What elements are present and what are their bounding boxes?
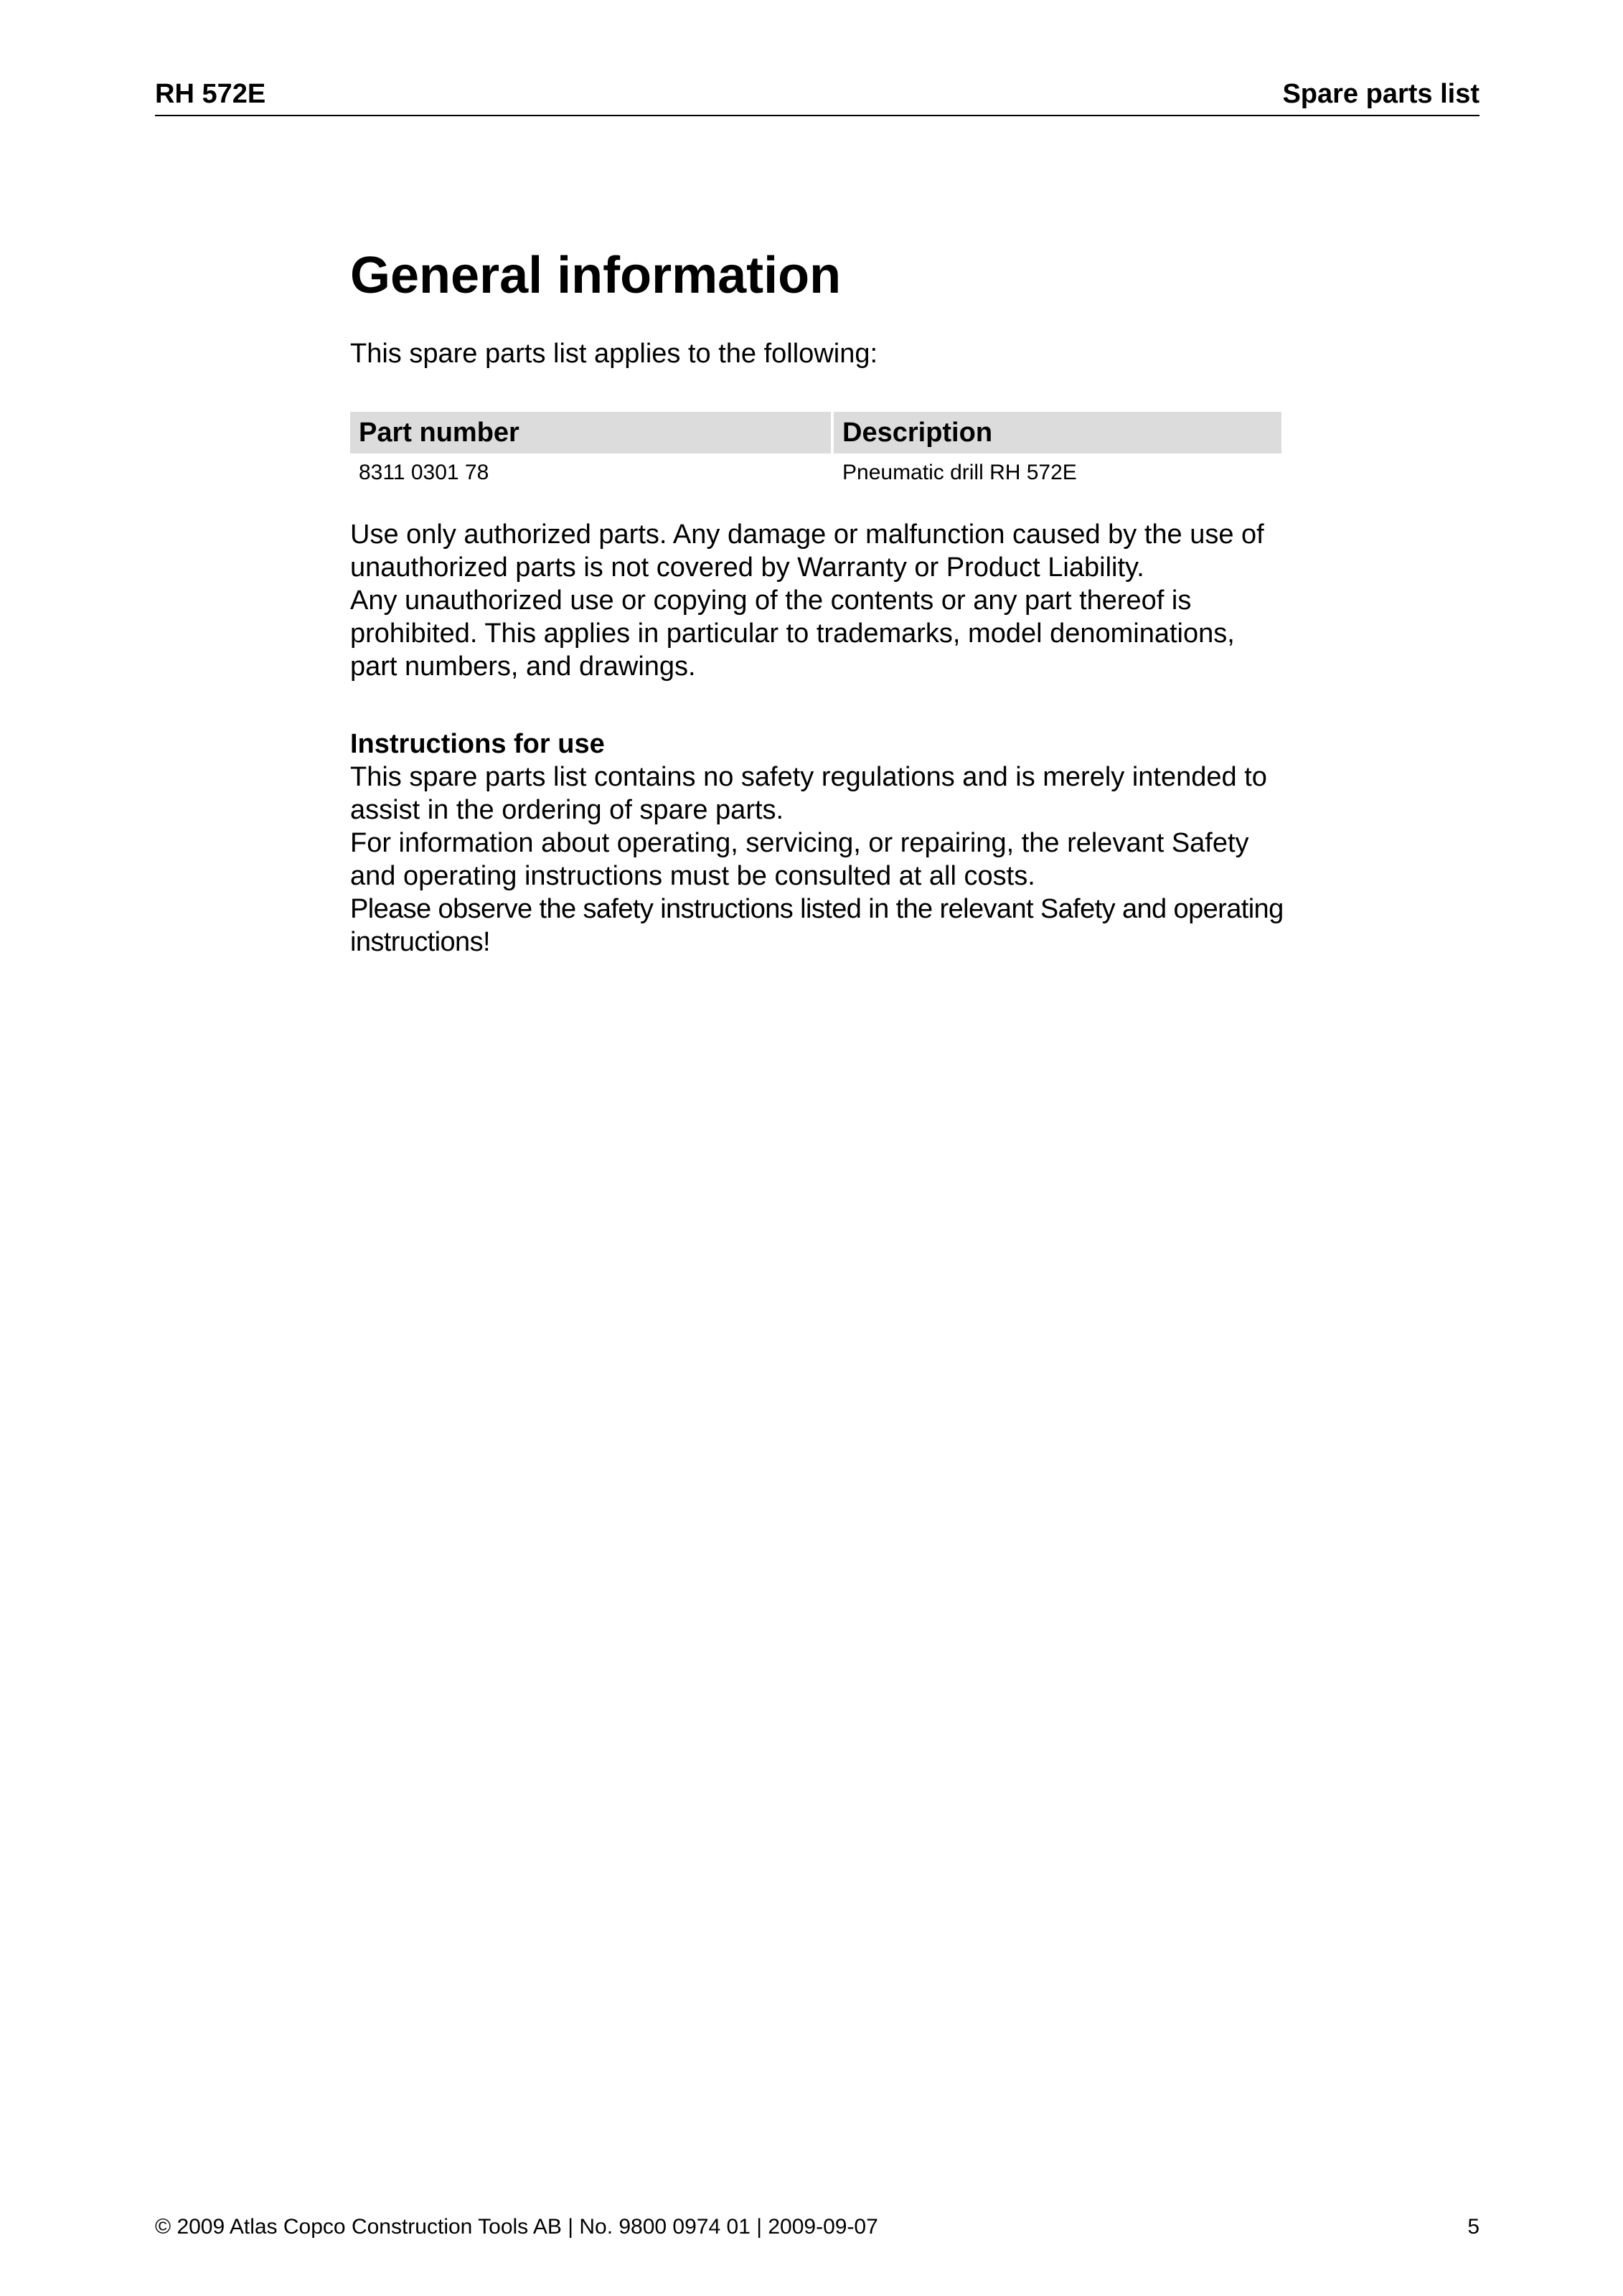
intro-text: This spare parts list applies to the following: bbox=[350, 339, 878, 369]
main-content bbox=[350, 240, 1287, 959]
header-description: Description bbox=[834, 412, 1281, 453]
table-header-row bbox=[350, 412, 1281, 453]
instructions-heading: Instructions for use bbox=[350, 729, 605, 759]
instructions-section bbox=[350, 728, 1287, 959]
header-doc-type: Spare parts list bbox=[1282, 79, 1479, 109]
footer-copyright: © 2009 Atlas Copco Construction Tools AB | No. 9800 0974 01 | 2009-09-07 bbox=[155, 2215, 878, 2239]
authorized-parts-notice bbox=[350, 518, 1287, 683]
parts-table bbox=[347, 412, 1284, 488]
header-model: RH 572E bbox=[155, 79, 266, 109]
page-header bbox=[155, 76, 1479, 116]
instructions-line: For information about operating, servicing, or repairing, the relevant Safety and operating instructions must be consulted at all costs. bbox=[350, 828, 1249, 891]
cell-description: Pneumatic drill RH 572E bbox=[842, 461, 1077, 484]
copying-prohibited-text: Any unauthorized use or copying of the contents or any part thereof is prohibited. This applies in particular to trademarks, model denominations, part numbers, and drawings. bbox=[350, 585, 1235, 682]
instructions-line: Please observe the safety instructions listed in the relevant Safety and operating instructions! bbox=[350, 894, 1284, 957]
instructions-line: This spare parts list contains no safety regulations and is merely intended to assist in the ordering of spare parts. bbox=[350, 762, 1267, 825]
page-title: General information bbox=[350, 247, 842, 304]
cell-part-number: 8311 0301 78 bbox=[359, 461, 489, 484]
footer-page-number: 5 bbox=[1467, 2215, 1479, 2239]
header-part-number: Part number bbox=[350, 412, 831, 453]
table-row bbox=[350, 453, 1281, 488]
authorized-parts-text: Use only authorized parts. Any damage or malfunction caused by the use of unauthorized parts is not covered by Warranty or Product Liability. bbox=[350, 519, 1264, 583]
